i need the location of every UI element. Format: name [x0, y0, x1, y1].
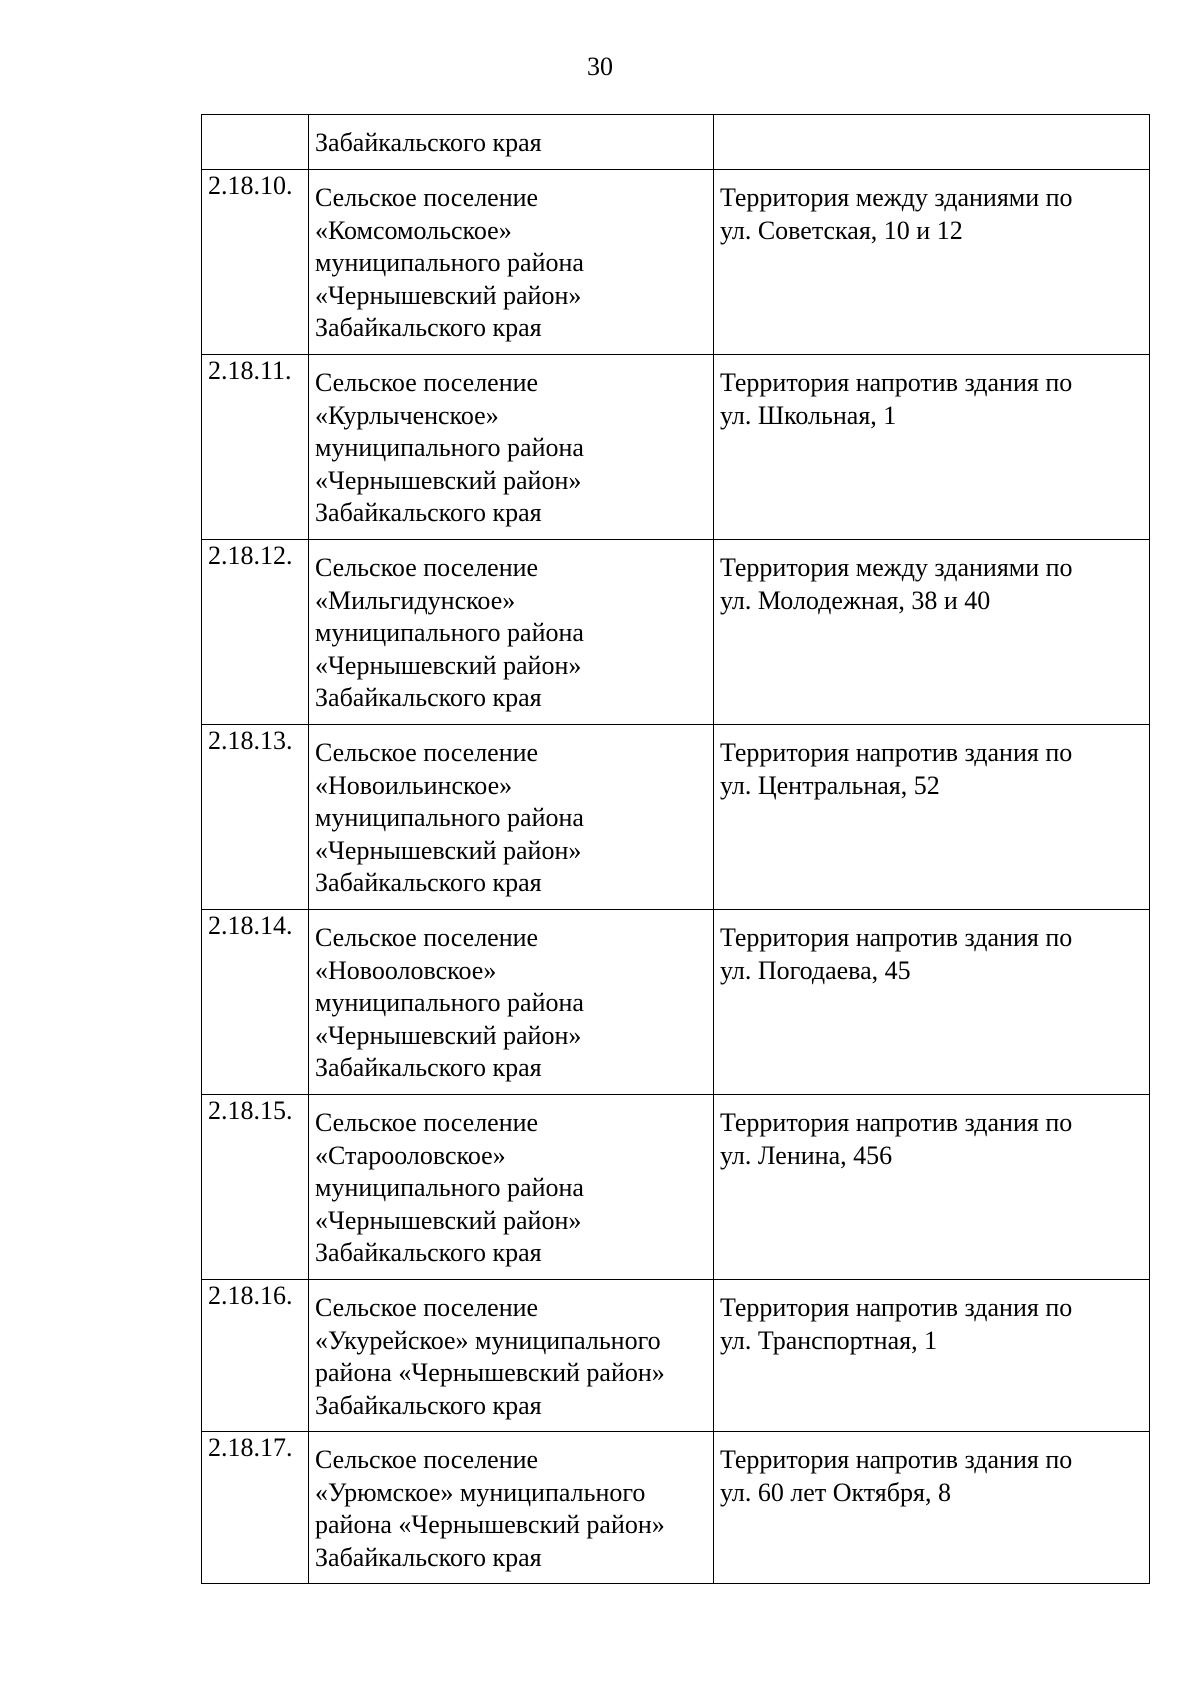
location-line: Территория напротив здания по	[720, 368, 1073, 397]
table-row	[202, 540, 1150, 725]
settlement-name-line: Забайкальского края	[315, 313, 542, 342]
page-number: 30	[587, 52, 613, 81]
row-number-cell: 2.18.12.	[202, 540, 309, 725]
settlement-name-cell	[309, 910, 714, 1095]
settlement-name-line: муниципального района	[315, 433, 584, 462]
location-cell	[714, 355, 1150, 540]
settlement-name-cell	[309, 355, 714, 540]
location-cell	[714, 170, 1150, 355]
location-line: ул. Молодежная, 38 и 40	[720, 585, 991, 615]
settlement-name-line: «Чернышевский район»	[315, 1020, 582, 1050]
settlement-name-line: муниципального района	[315, 988, 584, 1017]
settlement-name-line: Забайкальского края	[315, 683, 542, 712]
settlement-name-cell	[309, 1095, 714, 1280]
settlement-name-line: муниципального района	[315, 248, 584, 277]
table-row	[202, 355, 1150, 540]
settlement-name-line: муниципального района	[315, 803, 584, 832]
settlement-name-cell	[309, 540, 714, 725]
settlement-name-line: «Мильгидунское»	[315, 585, 516, 615]
location-line: Территория напротив здания по	[720, 738, 1073, 767]
location-line: Территория между зданиями по	[720, 553, 1073, 582]
settlement-name-line: муниципального района	[315, 618, 584, 647]
location-line: Территория напротив здания по	[720, 923, 1073, 952]
row-number-cell: 2.18.15.	[202, 1095, 309, 1280]
settlement-name-line: Сельское поселение	[315, 368, 539, 397]
settlement-name-line: «Чернышевский район»	[315, 835, 582, 865]
settlement-name-line: Забайкальского края	[315, 498, 542, 527]
settlement-name-cell	[309, 170, 714, 355]
row-number-cell: 2.18.10.	[202, 170, 309, 355]
settlement-name-line: Сельское поселение	[315, 738, 539, 767]
settlement-name-line: Забайкальского края	[315, 128, 542, 157]
location-cell	[714, 540, 1150, 725]
table-row	[202, 170, 1150, 355]
table-row	[202, 1432, 1150, 1584]
settlement-name-line: Сельское поселение	[315, 183, 539, 212]
settlement-name-line: «Комсомольское»	[315, 215, 512, 245]
table-row	[202, 725, 1150, 910]
table-row	[202, 1280, 1150, 1432]
settlement-name-cell	[309, 725, 714, 910]
settlement-name-line: Сельское поселение	[315, 553, 539, 582]
settlement-name-line: Сельское поселение	[315, 1445, 539, 1474]
settlement-name-line: «Урюмское» муниципального	[315, 1477, 646, 1507]
settlement-name-line: «Курлыченское»	[315, 400, 499, 430]
location-line: ул. 60 лет Октября, 8	[720, 1477, 951, 1507]
settlement-name-line: Забайкальского края	[315, 1390, 542, 1420]
location-line: ул. Транспортная, 1	[720, 1325, 938, 1355]
location-line: Территория напротив здания по	[720, 1108, 1073, 1137]
settlement-name-line: муниципального района	[315, 1173, 584, 1202]
location-cell	[714, 910, 1150, 1095]
settlement-name-cell	[309, 115, 714, 170]
settlement-name-line: района «Чернышевский район»	[315, 1510, 665, 1539]
row-number-cell: 2.18.14.	[202, 910, 309, 1095]
row-number-cell: 2.18.16.	[202, 1280, 309, 1432]
row-number-cell: 2.18.11.	[202, 355, 309, 540]
row-number-cell	[202, 115, 309, 170]
settlement-name-line: Забайкальского края	[315, 868, 542, 897]
location-line: ул. Погодаева, 45	[720, 955, 911, 985]
location-line: Территория напротив здания по	[720, 1445, 1073, 1474]
location-line: ул. Советская, 10 и 12	[720, 215, 963, 245]
location-cell	[714, 115, 1150, 170]
settlement-name-line: района «Чернышевский район»	[315, 1358, 665, 1387]
location-line: ул. Школьная, 1	[720, 400, 897, 430]
settlement-name-line: «Новоильинское»	[315, 770, 513, 800]
settlement-name-line: «Новооловское»	[315, 955, 497, 985]
settlement-name-line: Забайкальского края	[315, 1053, 542, 1082]
row-number-cell: 2.18.17.	[202, 1432, 309, 1584]
settlement-name-line: Сельское поселение	[315, 923, 539, 952]
settlement-name-line: Сельское поселение	[315, 1108, 539, 1137]
location-line: ул. Центральная, 52	[720, 770, 940, 800]
location-cell	[714, 725, 1150, 910]
location-line: Территория напротив здания по	[720, 1293, 1073, 1322]
location-line: Территория между зданиями по	[720, 183, 1073, 212]
settlement-name-line: Сельское поселение	[315, 1293, 539, 1322]
location-cell	[714, 1095, 1150, 1280]
settlement-name-line: «Чернышевский район»	[315, 1205, 582, 1235]
row-number-cell: 2.18.13.	[202, 725, 309, 910]
settlement-name-cell	[309, 1280, 714, 1432]
settlement-name-line: «Чернышевский район»	[315, 650, 582, 680]
settlement-name-line: Забайкальского края	[315, 1238, 542, 1267]
settlement-name-line: «Укурейское» муниципального	[315, 1325, 661, 1355]
settlement-name-line: «Чернышевский район»	[315, 465, 582, 495]
settlement-name-line: «Старооловское»	[315, 1140, 506, 1170]
settlement-name-line: «Чернышевский район»	[315, 280, 582, 310]
table-row	[202, 910, 1150, 1095]
table-row	[202, 115, 1150, 170]
location-line: ул. Ленина, 456	[720, 1140, 893, 1170]
location-cell	[714, 1432, 1150, 1584]
sites-table	[201, 114, 1150, 1584]
table-row	[202, 1095, 1150, 1280]
settlement-name-cell	[309, 1432, 714, 1584]
location-cell	[714, 1280, 1150, 1432]
settlement-name-line: Забайкальского края	[315, 1542, 542, 1572]
